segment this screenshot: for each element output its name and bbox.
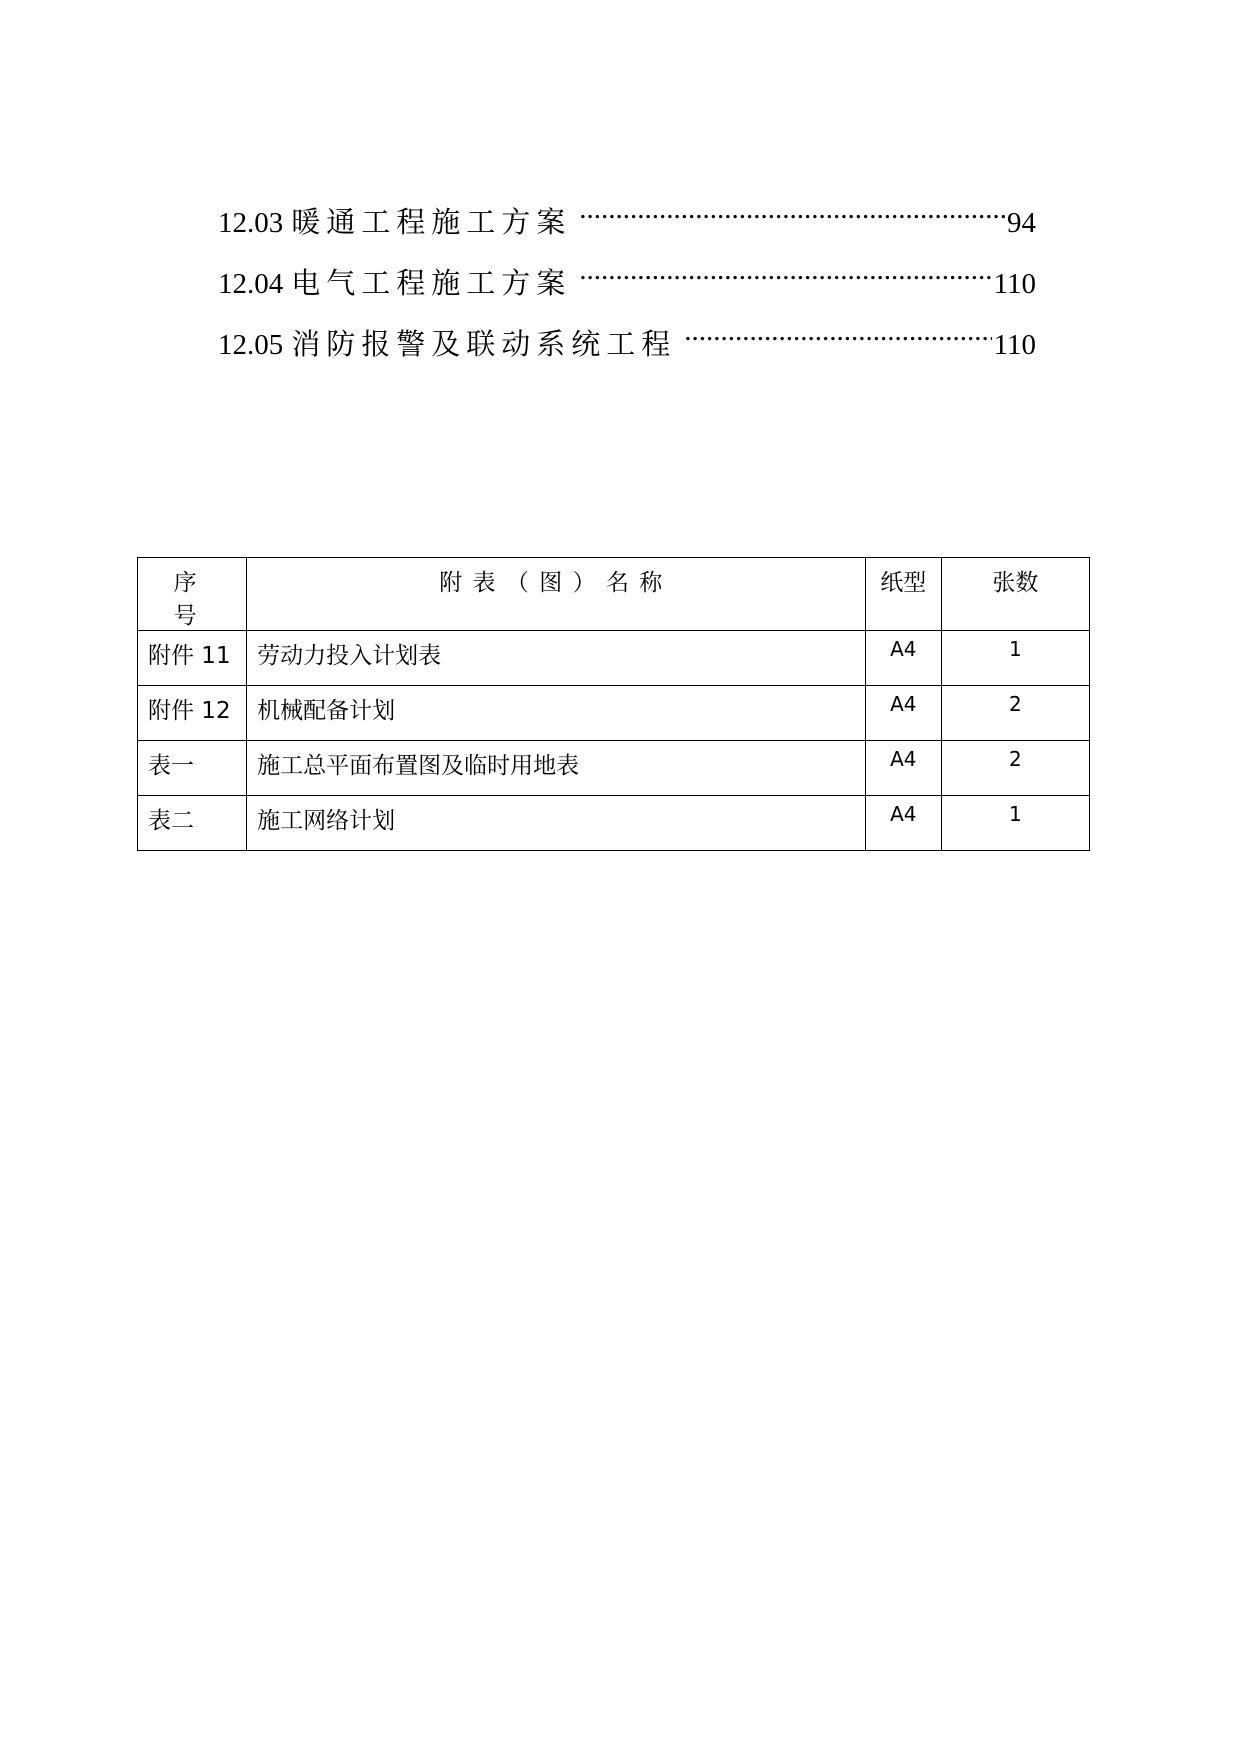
toc-number: 12.05: [218, 329, 284, 361]
toc-entry[interactable]: [218, 192, 1036, 253]
toc-page-number: 110: [993, 268, 1036, 300]
toc-entry[interactable]: [218, 253, 1036, 314]
cell-paper: A4: [865, 631, 941, 686]
toc-leader: [684, 325, 991, 354]
cell-paper: A4: [865, 796, 941, 851]
cell-name: 施工网络计划: [247, 796, 866, 851]
toc-number: 12.04: [218, 268, 284, 300]
toc-leader: [579, 203, 1005, 232]
toc-number: 12.03: [218, 207, 284, 239]
cell-count: 1: [941, 796, 1089, 851]
cell-count: 2: [941, 686, 1089, 741]
cell-name: 劳动力投入计划表: [247, 631, 866, 686]
cell-count: 1: [941, 631, 1089, 686]
toc-leader: [579, 264, 991, 293]
toc-title: 电气工程施工方案: [291, 266, 572, 300]
cell-paper: A4: [865, 741, 941, 796]
cell-no: 附件 11: [138, 631, 247, 686]
cell-count: 2: [941, 741, 1089, 796]
table-row: [138, 796, 1090, 851]
table-row: [138, 631, 1090, 686]
toc-entry[interactable]: [218, 314, 1036, 375]
cell-no: 附件 12: [138, 686, 247, 741]
header-no: 序 号: [138, 558, 247, 631]
table-row: [138, 741, 1090, 796]
cell-name: 机械配备计划: [247, 686, 866, 741]
cell-no: 表二: [138, 796, 247, 851]
table-of-contents: [218, 192, 1036, 375]
toc-title: 暖通工程施工方案: [291, 205, 572, 239]
appendix-table: [137, 557, 1090, 851]
cell-name: 施工总平面布置图及临时用地表: [247, 741, 866, 796]
cell-no: 表一: [138, 741, 247, 796]
toc-page-number: 110: [993, 329, 1036, 361]
toc-page-number: 94: [1007, 207, 1036, 239]
table-header-row: [138, 558, 1090, 631]
header-name: 附表（图）名称: [247, 558, 866, 631]
header-paper: 纸型: [865, 558, 941, 631]
header-count: 张数: [941, 558, 1089, 631]
cell-paper: A4: [865, 686, 941, 741]
toc-title: 消防报警及联动系统工程: [291, 327, 677, 361]
table-row: [138, 686, 1090, 741]
